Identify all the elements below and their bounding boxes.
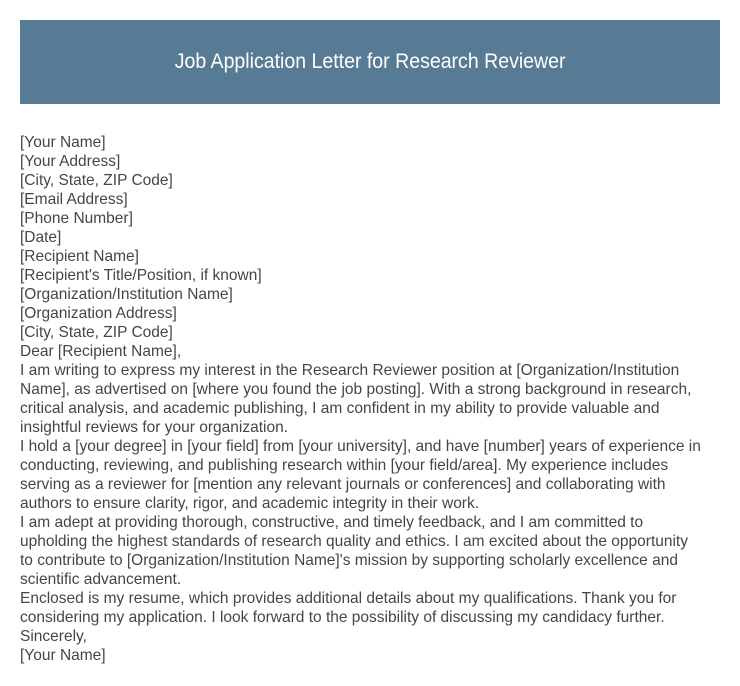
paragraph-closing — [20, 589, 726, 627]
paragraph-line: authors to ensure clarity, rigor, and academic integrity in their work. — [20, 495, 480, 512]
paragraph-line: I am adept at providing thorough, constructive, and timely feedback, and I am committed to — [20, 514, 644, 531]
recipient-name: [Recipient Name] — [20, 248, 139, 265]
paragraph-commitment — [20, 513, 726, 589]
closing: Sincerely, — [20, 628, 87, 645]
paragraph-line: critical analysis, and academic publishing, I am confident in my ability to provide valuable and — [20, 400, 660, 417]
paragraph-line: considering my application. I look forward to the possibility of discussing my candidacy further. — [20, 609, 665, 626]
sender-block — [20, 133, 726, 228]
recipient-title: [Recipient's Title/Position, if known] — [20, 267, 262, 284]
paragraph-line: Name], as advertised on [where you found the job posting]. With a strong background in research, — [20, 381, 692, 398]
signature-name: [Your Name] — [20, 647, 106, 664]
paragraph-experience — [20, 437, 726, 513]
paragraph-line: conducting, reviewing, and publishing research within [your field/area]. My experience includes — [20, 457, 669, 474]
sender-name: [Your Name] — [20, 134, 106, 151]
recipient-block — [20, 247, 726, 342]
recipient-city-state-zip: [City, State, ZIP Code] — [20, 324, 173, 341]
paragraph-line: I hold a [your degree] in [your field] from [your university], and have [number] years of experience in — [20, 438, 701, 455]
page-title: Job Application Letter for Research Reviewer — [174, 50, 566, 73]
paragraph-line: insightful reviews for your organization. — [20, 419, 289, 436]
letter-date: [Date] — [20, 229, 62, 246]
header-banner — [20, 20, 720, 104]
sender-email: [Email Address] — [20, 191, 128, 208]
sender-phone: [Phone Number] — [20, 210, 133, 227]
paragraph-line: serving as a reviewer for [mention any relevant journals or conferences] and collaborating with — [20, 476, 666, 493]
sender-address: [Your Address] — [20, 153, 121, 170]
paragraph-interest — [20, 361, 726, 437]
paragraph-line: scientific advancement. — [20, 571, 182, 588]
paragraph-line: to contribute to [Organization/Institution Name]'s mission by supporting scholarly excellence and — [20, 552, 678, 569]
paragraph-line: Enclosed is my resume, which provides additional details about my qualifications. Thank you for — [20, 590, 677, 607]
recipient-organization-address: [Organization Address] — [20, 305, 177, 322]
letter-body — [20, 133, 726, 665]
paragraph-line: I am writing to express my interest in the Research Reviewer position at [Organization/Institution — [20, 362, 680, 379]
sender-city-state-zip: [City, State, ZIP Code] — [20, 172, 173, 189]
paragraph-line: upholding the highest standards of research quality and ethics. I am excited about the opportunity — [20, 533, 688, 550]
recipient-organization: [Organization/Institution Name] — [20, 286, 233, 303]
salutation: Dear [Recipient Name], — [20, 343, 182, 360]
